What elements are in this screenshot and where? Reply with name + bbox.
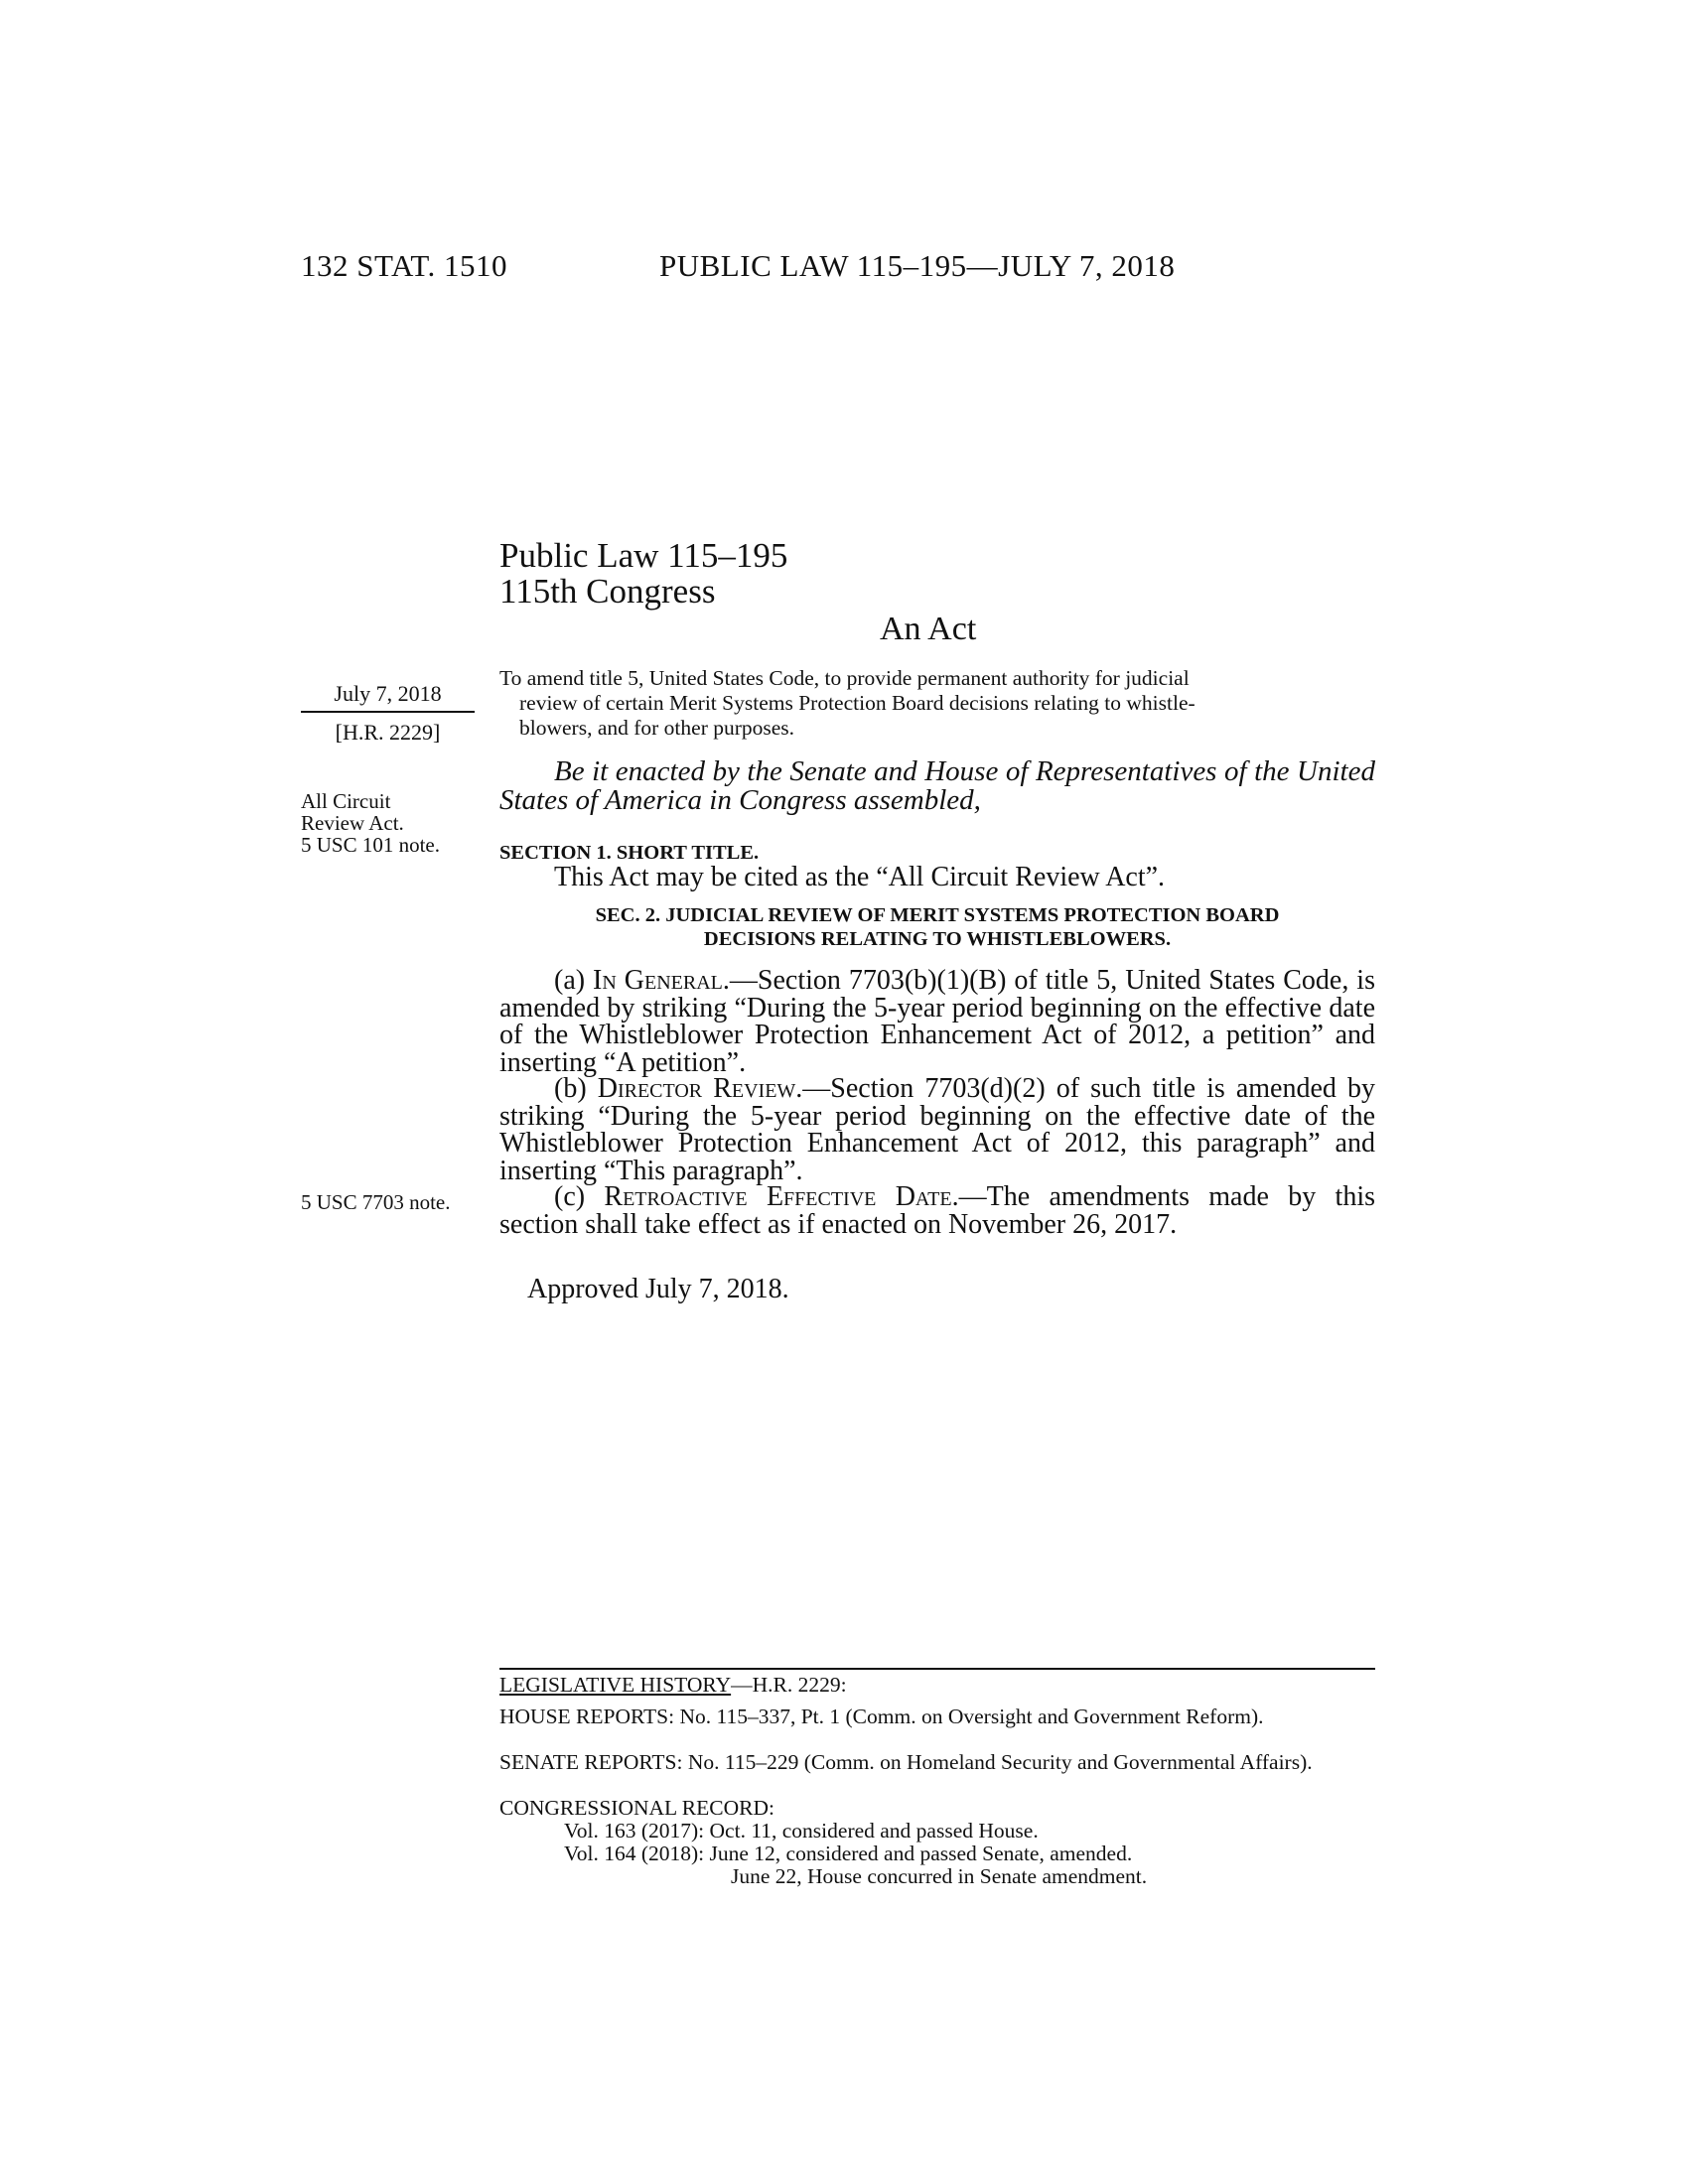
legislative-history-bill: —H.R. 2229: [731, 1673, 847, 1697]
congressional-record-label: CONGRESSIONAL RECORD: [499, 1796, 774, 1820]
subsection-label: (c) [554, 1181, 605, 1212]
section-1-text: This Act may be cited as the “All Circuit Review Act”. [554, 862, 1166, 892]
section-1-heading: SECTION 1. SHORT TITLE. [499, 842, 760, 864]
margin-date-block [301, 678, 475, 748]
approval-line: Approved July 7, 2018. [527, 1274, 789, 1304]
purpose-line: To amend title 5, United States Code, to provide permanent authority for judicial [499, 666, 1190, 690]
subsection-c [499, 1183, 1375, 1238]
margin-note-short-title [301, 790, 440, 856]
margin-note-line: Review Act. [301, 811, 404, 835]
law-number: Public Law 115–195 [499, 536, 788, 575]
subsection-heading: Director Review [597, 1073, 796, 1104]
enactment-date: July 7, 2018 [334, 681, 442, 706]
legislative-history-label: LEGISLATIVE HISTORY [499, 1673, 732, 1697]
purpose-line: blowers, and for other purposes. [519, 716, 795, 740]
subsection-text: .—The amendments made by this section shall take effect as if enacted on November 26, 2017. [499, 1181, 1376, 1240]
subsection-label: (a) [554, 965, 594, 996]
subsection-heading: In General [593, 965, 723, 996]
house-reports: HOUSE REPORTS: No. 115–337, Pt. 1 (Comm. on Oversight and Government Reform). [499, 1705, 1264, 1728]
record-vol-164: Vol. 164 (2018): June 12, considered and passed Senate, amended. [564, 1842, 1133, 1865]
bill-number: [H.R. 2229] [335, 720, 441, 745]
margin-note-7703: 5 USC 7703 note. [301, 1190, 451, 1214]
purpose-clause [499, 666, 1375, 741]
enacting-clause: Be it enacted by the Senate and House of Representatives of the United States of America in Congress assembled, [499, 755, 1375, 816]
date-rule [301, 711, 475, 713]
stat-page-number: 132 STAT. 1510 [301, 248, 508, 283]
record-vol-163: Vol. 163 (2017): Oct. 11, considered and passed House. [564, 1819, 1039, 1843]
margin-note-line: 5 USC 101 note. [301, 833, 441, 857]
subsection-a [499, 967, 1375, 1076]
legislative-history-title [499, 1674, 1375, 1697]
senate-reports: SENATE REPORTS: No. 115–229 (Comm. on Homeland Security and Governmental Affairs). [499, 1750, 1313, 1774]
footnote-rule [499, 1668, 1375, 1670]
running-head-title: PUBLIC LAW 115–195—JULY 7, 2018 [659, 248, 1176, 283]
subsection-heading: Retroactive Effective Date [604, 1181, 952, 1212]
purpose-line: review of certain Merit Systems Protection Board decisions relating to whistle- [519, 691, 1196, 715]
section-2-heading [499, 903, 1375, 951]
congress-label: 115th Congress [499, 572, 716, 611]
subsection-b [499, 1075, 1375, 1184]
subsection-label: (b) [554, 1073, 598, 1104]
margin-note-line: All Circuit [301, 789, 391, 813]
section-2-heading-line: SEC. 2. JUDICIAL REVIEW OF MERIT SYSTEMS PROTECTION BOARD [595, 904, 1280, 926]
subsection-text: .—Section 7703(b)(1)(B) of title 5, United States Code, is amended by striking “During the 5-year period beginning on the effective date of the Whistleblower Protection Enhancement Act of 2012, a petition” and inserting “A petition”. [499, 965, 1375, 1078]
subsection-text: .—Section 7703(d)(2) of such title is amended by striking “During the 5-year period beginning on the effective date of the Whistleblower Protection Enhancement Act of 2012, this paragraph” and inserting “This paragraph”. [499, 1073, 1375, 1186]
section-2-heading-line: DECISIONS RELATING TO WHISTLEBLOWERS. [703, 928, 1172, 950]
record-vol-164-continued: June 22, House concurred in Senate amendment. [731, 1864, 1148, 1888]
act-label: An Act [880, 611, 977, 647]
